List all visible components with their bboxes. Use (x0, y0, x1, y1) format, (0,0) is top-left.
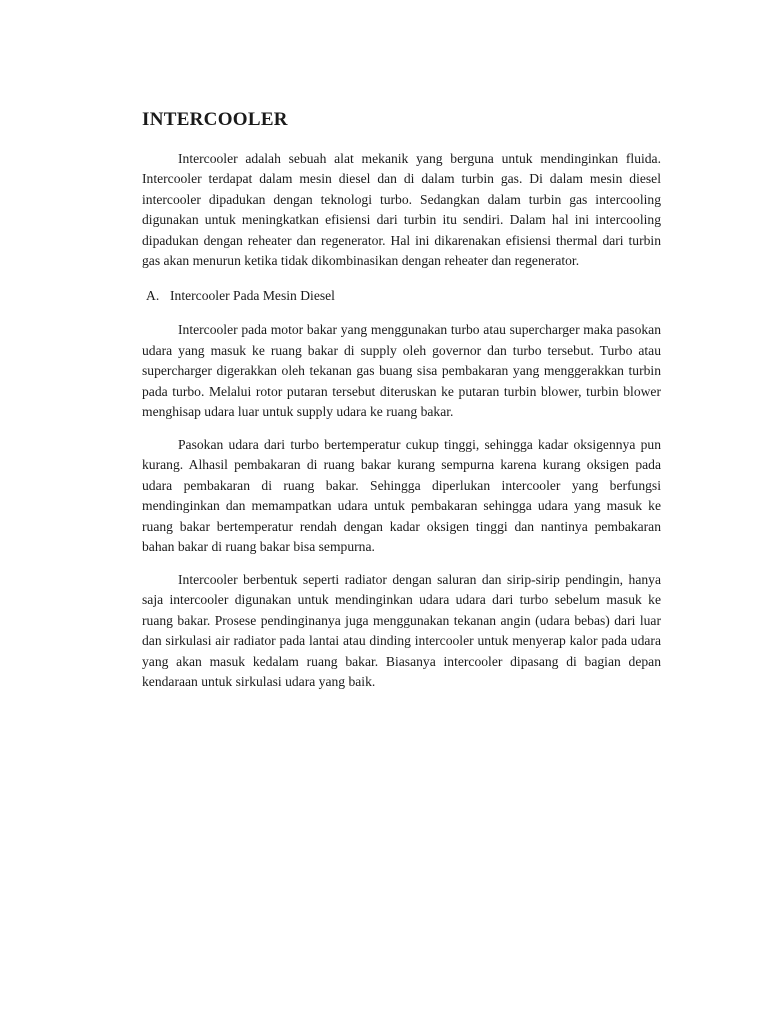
section-a-paragraph-1: Intercooler pada motor bakar yang menggunakan turbo atau supercharger maka pasokan udara yang masuk ke ruang bakar di supply oleh governor dan turbo tersebut. Turbo atau supercharger digerakkan oleh tekanan gas buang sisa pembakaran yang menggerakkan turbin pada turbo. Melalui rotor putaran tersebut diteruskan ke putaran turbin blower, turbin blower menghisap udara luar untuk supply udara ke ruang bakar. (142, 322, 661, 420)
document-page (142, 108, 661, 693)
section-a-marker: A. (146, 287, 160, 303)
section-a-heading (146, 286, 661, 307)
section-a-title: Intercooler Pada Mesin Diesel (170, 287, 335, 303)
intro-paragraph: Intercooler adalah sebuah alat mekanik yang berguna untuk mendinginkan fluida. Intercooler terdapat dalam mesin diesel dan di dalam turbin gas. Di dalam mesin diesel intercooler dipadukan dengan teknologi turbo. Sedangkan dalam turbin gas intercooling digunakan untuk meningkatkan efisiensi dari turbin itu sendiri. Dalam hal ini intercooling dipadukan dengan reheater dan regenerator. Hal ini dikarenakan efisiensi thermal dari turbin gas akan menurun ketika tidak dikombinasikan dengan reheater dan regenerator. (142, 150, 661, 269)
document-title: INTERCOOLER (142, 109, 288, 130)
section-a-paragraph-2: Pasokan udara dari turbo bertemperatur cukup tinggi, sehingga kadar oksigennya pun kurang. Alhasil pembakaran di ruang bakar kurang sempurna karena kurang oksigen pada udara pembakaran di ruang bakar. Sehingga diperlukan intercooler yang berfungsi mendinginkan dan memampatkan udara untuk pembakaran sehingga udara yang masuk ke ruang bakar bertemperatur rendah dengan kadar oksigen tinggi dan nantinya pembakaran bahan bakar di ruang bakar bisa sempurna. (142, 436, 661, 555)
section-a-paragraph-3: Intercooler berbentuk seperti radiator dengan saluran dan sirip-sirip pendingin, hanya saja intercooler digunakan untuk mendinginkan udara udara dari turbo sebelum masuk ke ruang bakar. Prosese pendinginanya juga menggunakan tekanan angin (udara bebas) dari luar dan sirkulasi air radiator pada lantai atau dinding intercooler untuk menyerap kalor pada udara yang akan masuk kedalam ruang bakar. Biasanya intercooler dipasang di bagian depan kendaraan untuk sirkulasi udara yang baik. (142, 571, 661, 690)
